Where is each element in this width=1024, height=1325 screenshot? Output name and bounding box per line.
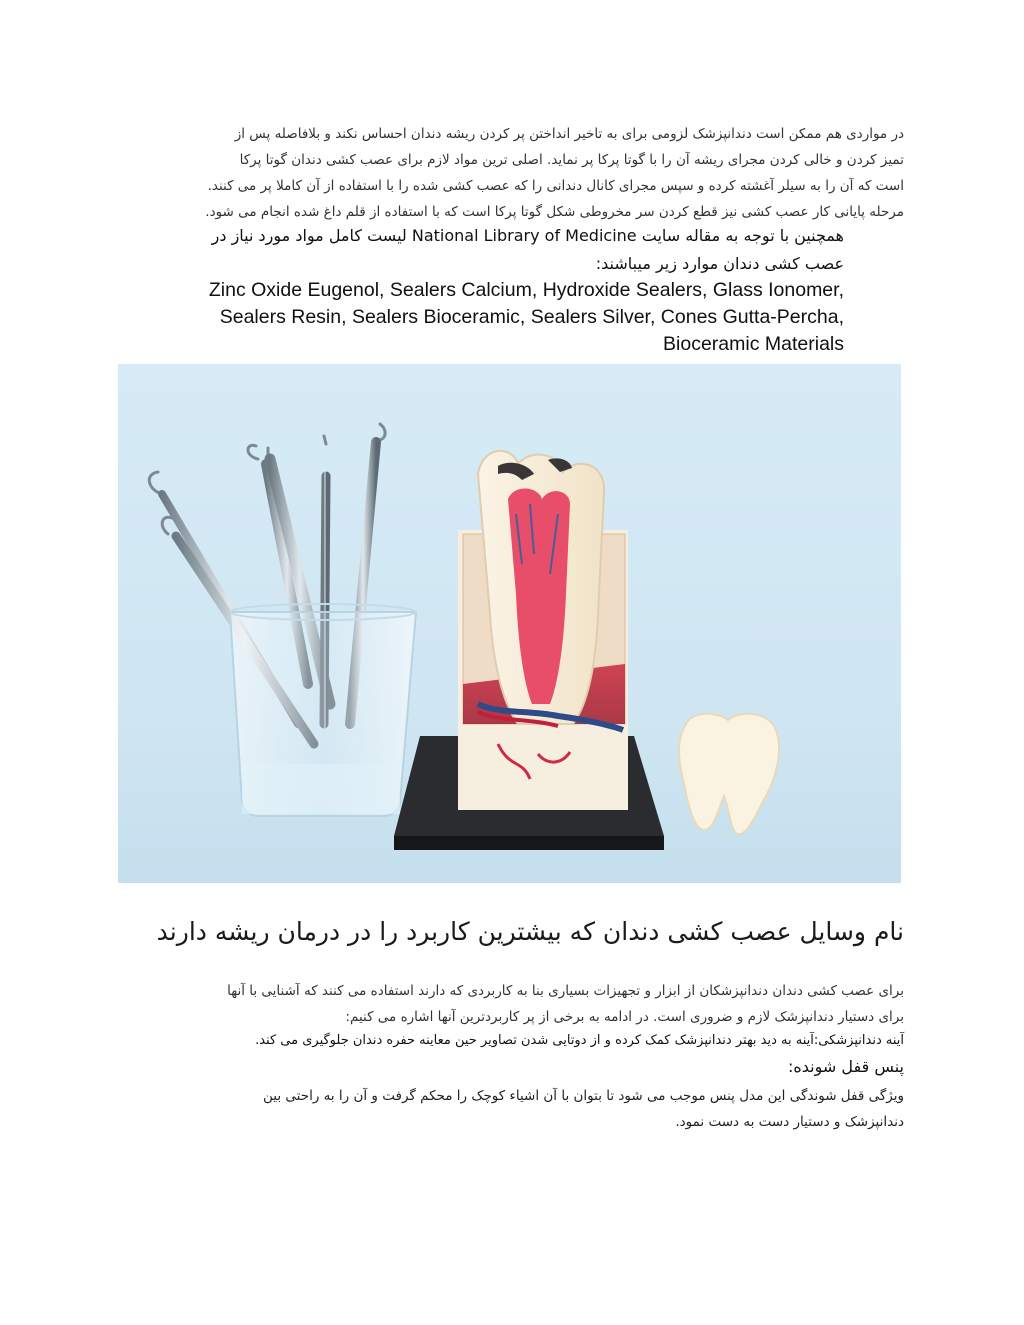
glass-cup [230,604,416,816]
mirror-item: آینه دندانپزشکی:آینه به دید بهتر دندانپزشک کمک کرده و از دوتایی شدن تصاویر حین معاینه حفره دندان جلوگیری می کند. [255,1033,904,1048]
forceps-line: ویژگی قفل شوندگی این مدل پنس موجب می شود تا بتوان با آن اشیاء کوچک را محکم گرفت و آن را به راحتی بین [263,1088,904,1104]
materials-line: Sealers Resin, Sealers Bioceramic, Sealers Silver, Cones Gutta-Percha, [219,306,844,328]
forceps-line: دندانپزشک و دستیار دست به دست نمود. [675,1114,904,1130]
hero-image [118,364,901,883]
section-intro-line: برای دستیار دندانپزشک لازم و ضروری است. در ادامه به برخی از پر کاربردترین آنها اشاره می کنیم: [345,1009,904,1025]
section-heading: نام وسایل عصب کشی دندان که بیشترین کاربرد را در درمان ریشه دارند [156,917,904,946]
tooth-model [458,451,628,810]
intro-line: تمیز کردن و خالی کردن مجرای ریشه آن را با گوتا پرکا پر نماید. اصلی ترین مواد لازم برای عصب کشی دندان گوتا پرکا [239,152,904,168]
nlm-line: عصب کشی دندان موارد زیر میباشند: [595,254,844,273]
section-intro-line: برای عصب کشی دندان دندانپزشکان از ابزار و تجهیزات بسیاری بنا به کاربردی که دارند استفاده می کنند که آشنایی با آنها [227,983,904,999]
materials-line: Bioceramic Materials [663,333,844,355]
intro-line: در مواردی هم ممکن است دندانپزشک لزومی برای به تاخیر انداختن پر کردن ریشه دندان احساس نکند و بلافاصله پس از [234,126,904,142]
materials-list [130,277,844,358]
forceps-description [120,1083,904,1135]
section-intro [120,978,904,1030]
intro-line: است که آن را به سیلر آغشته کرده و سپس مجرای کانال دندانی را که عصب کشی شده را با استفاده از آن کاملا پر می کنند. [207,178,904,194]
nlm-paragraph [150,222,844,278]
dental-instruments-and-tooth-model-photo [118,364,901,883]
intro-paragraph [120,121,904,225]
materials-line: Zinc Oxide Eugenol, Sealers Calcium, Hydroxide Sealers, Glass Ionomer, [208,279,844,301]
nlm-line: همچنین با توجه به مقاله سایت National Library of Medicine لیست کامل مواد مورد نیاز در [211,226,844,245]
forceps-title: پنس قفل شونده: [787,1057,904,1076]
intro-line: مرحله پایانی کار عصب کشی نیز قطع کردن سر مخروطی شکل گوتا پرکا است که با استفاده از قلم داغ شده انجام می شود. [205,204,904,220]
